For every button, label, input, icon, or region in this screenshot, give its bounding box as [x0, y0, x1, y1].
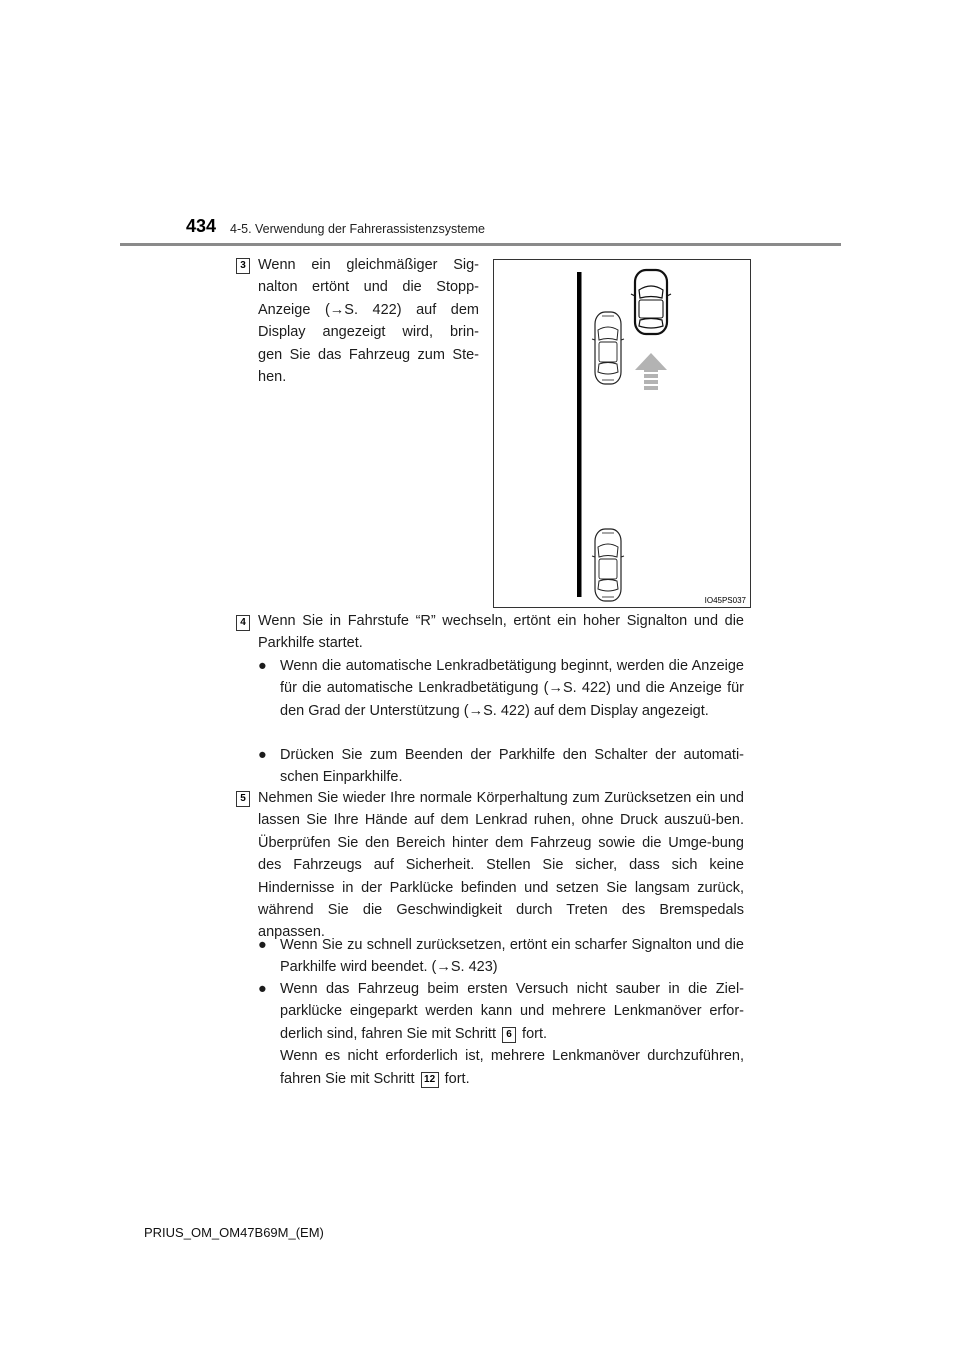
step-4-bullet — [258, 744, 744, 789]
parking-diagram — [494, 260, 750, 607]
bullet-icon: ● — [258, 658, 267, 674]
parking-illustration — [493, 259, 751, 608]
step-5-text: Nehmen Sie wieder Ihre normale Körperhaltung zum Zurücksetzen ein und lassen Sie Ihre Hände auf dem Lenkrad ruhen, ohne Druck auszuü-ben. Überprüfen Sie den Bereich hinter dem Fahrzeug sowie die Umge-bung des Fahrzeugs auf Sicherheit. Stellen Sie sicher, dass sich keine Hindernisse in der Parklücke befinden und setzen Sie langsam zurück, während Sie die Geschwindigkeit durch Treten des Bremspedals anpassen. — [258, 790, 744, 941]
forward-arrow-icon — [635, 353, 667, 390]
step-number-3: 3 — [236, 258, 250, 274]
step-5-bullet — [258, 934, 744, 979]
section-title: 4-5. Verwendung der Fahrerassistenzsysteme — [230, 222, 485, 236]
document-code: PRIUS_OM_OM47B69M_(EM) — [144, 1225, 324, 1240]
bullet-text-part: fort. — [444, 1070, 470, 1087]
figure-label: IO45PS037 — [704, 596, 746, 605]
step-3-line: Wenn ein gleichmäßiger Sig- — [258, 257, 479, 273]
bullet-text-part: Wenn es nicht erforderlich ist, mehrere Lenkmanöver durchzuführen, fahren Sie mit Schritt — [280, 1048, 744, 1087]
step-5-bullet — [258, 978, 744, 1090]
road-edge-line — [577, 272, 582, 597]
step-3-line: hen. — [258, 369, 287, 386]
step-number-4: 4 — [236, 615, 250, 631]
step-3-line: Display angezeigt wird, brin- — [258, 324, 479, 341]
step-reference-12: 12 — [421, 1072, 439, 1088]
bullet-icon: ● — [258, 937, 267, 953]
bullet-text — [280, 978, 744, 1090]
bullet-icon: ● — [258, 747, 267, 763]
bullet-text: Wenn die automatische Lenkradbetätigung beginnt, werden die Anzeige für die automatische Lenkradbetätigung (→S. 422) und die Anzeige für den Grad der Unterstützung (→S. 422) auf dem Display angezeigt. — [280, 658, 744, 719]
step-3-line: Anzeige (→S. 422) auf dem — [258, 301, 479, 318]
page-number: 434 — [186, 216, 217, 236]
parked-car-rear — [592, 529, 624, 601]
step-3-text — [258, 254, 479, 388]
header-divider — [120, 243, 841, 246]
step-reference-6: 6 — [502, 1027, 516, 1043]
step-4-text: Wenn Sie in Fahrstufe “R” wechseln, ertönt ein hoher Signalton und die Parkhilfe startet. — [258, 613, 744, 652]
step-3-line: gen Sie das Fahrzeug zum Ste- — [258, 346, 479, 363]
bullet-text-part: Wenn das Fahrzeug beim ersten Versuch nicht sauber in die Ziel-parklücke eingeparkt werden kann und mehrere Lenkmanöver erfor-derlich sind, fahren Sie mit Schritt — [280, 981, 744, 1042]
bullet-text-continuation — [280, 1045, 744, 1090]
bullet-text: Drücken Sie zum Beenden der Parkhilfe den Schalter der automati-schen Einparkhilfe. — [280, 747, 744, 786]
bullet-text: Wenn Sie zu schnell zurücksetzen, ertönt ein scharfer Signalton und die Parkhilfe wird beendet. (→S. 423) — [280, 937, 744, 976]
step-3-line: nalton ertönt und die Stopp- — [258, 279, 479, 296]
own-vehicle — [631, 270, 671, 334]
bullet-icon: ● — [258, 981, 267, 997]
step-number-5: 5 — [236, 791, 250, 807]
parked-car-front — [592, 312, 624, 384]
step-4-bullet — [258, 655, 744, 722]
bullet-text-part: fort. — [522, 1025, 548, 1042]
